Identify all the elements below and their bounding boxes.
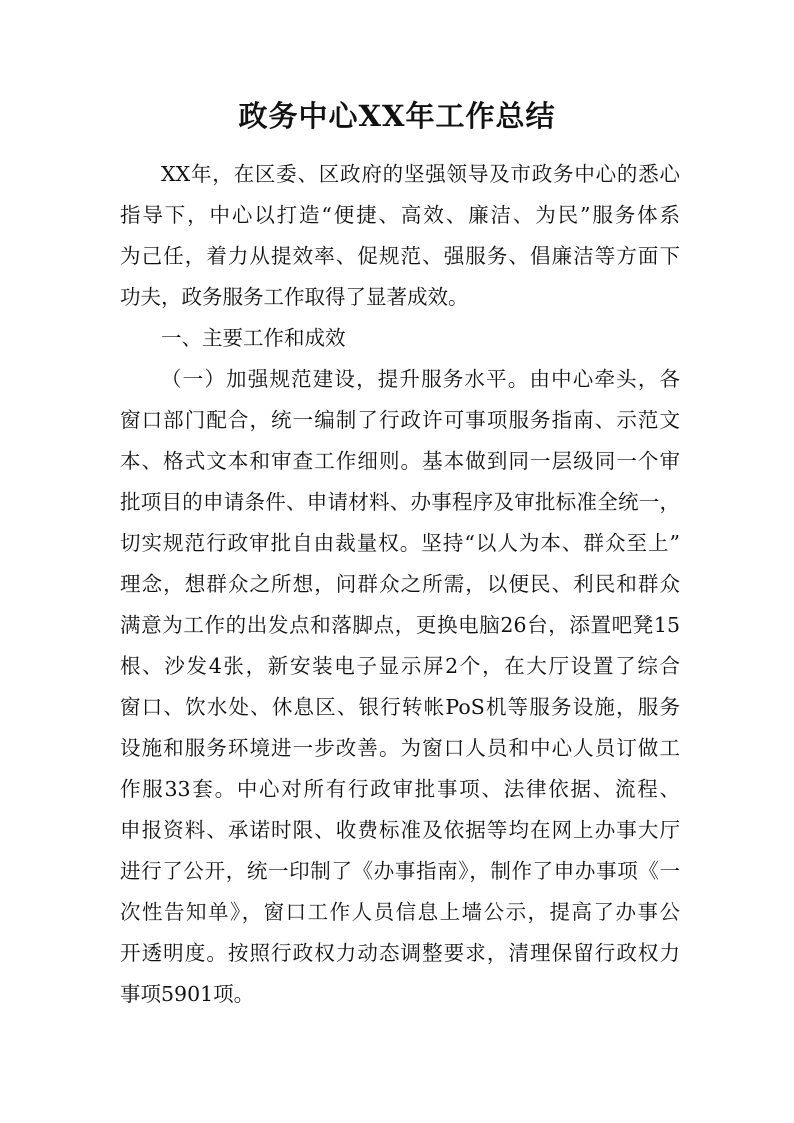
section-heading: 一、主要工作和成效 bbox=[161, 326, 346, 350]
paragraph-line: 本、格式文本和审查工作细则。基本做到同一层级同一个审 bbox=[120, 449, 680, 473]
paragraph-line: 事项5901项。 bbox=[120, 982, 255, 1006]
paragraph-line: 批项目的申请条件、申请材料、办事程序及审批标准全统一， bbox=[120, 490, 680, 514]
paragraph-line: 理念，想群众之所想，问群众之所需，以便民、利民和群众 bbox=[120, 572, 680, 596]
paragraph-line: 设施和服务环境进一步改善。为窗口人员和中心人员订做工 bbox=[120, 736, 680, 760]
paragraph-line: 满意为工作的出发点和落脚点，更换电脑26台，添置吧凳15 bbox=[120, 613, 680, 637]
paragraph-line: 作服33套。中心对所有行政审批事项、法律依据、流程、 bbox=[120, 777, 680, 801]
paragraph-line: 进行了公开，统一印制了《办事指南》，制作了申办事项《一 bbox=[120, 859, 680, 883]
paragraph-line: 指导下，中心以打造“便捷、高效、廉洁、为民”服务体系 bbox=[120, 203, 680, 227]
paragraph-line: XX年，在区委、区政府的坚强领导及市政务中心的悉心 bbox=[161, 162, 680, 186]
paragraph-line: 次性告知单》，窗口工作人员信息上墙公示，提高了办事公 bbox=[120, 900, 680, 924]
paragraph-line: （一）加强规范建设，提升服务水平。由中心牵头，各 bbox=[161, 367, 680, 391]
paragraph-line: 窗口部门配合，统一编制了行政许可事项服务指南、示范文 bbox=[120, 408, 680, 432]
paragraph-line: 为己任，着力从提效率、促规范、强服务、倡廉洁等方面下 bbox=[120, 244, 680, 268]
paragraph-line: 窗口、饮水处、休息区、银行转帐PoS机等服务设施，服务 bbox=[120, 695, 680, 719]
paragraph-line: 开透明度。按照行政权力动态调整要求，清理保留行政权力 bbox=[120, 941, 680, 965]
paragraph-line: 申报资料、承诺时限、收费标准及依据等均在网上办事大厅 bbox=[120, 818, 680, 842]
paragraph-line: 功夫，政务服务工作取得了显著成效。 bbox=[120, 285, 469, 309]
document-title: 政务中心XX年工作总结 bbox=[238, 99, 556, 133]
paragraph-line: 切实规范行政审批自由裁量权。坚持“以人为本、群众至上” bbox=[120, 531, 680, 555]
paragraph-line: 根、沙发4张，新安装电子显示屏2个，在大厅设置了综合 bbox=[120, 654, 680, 678]
